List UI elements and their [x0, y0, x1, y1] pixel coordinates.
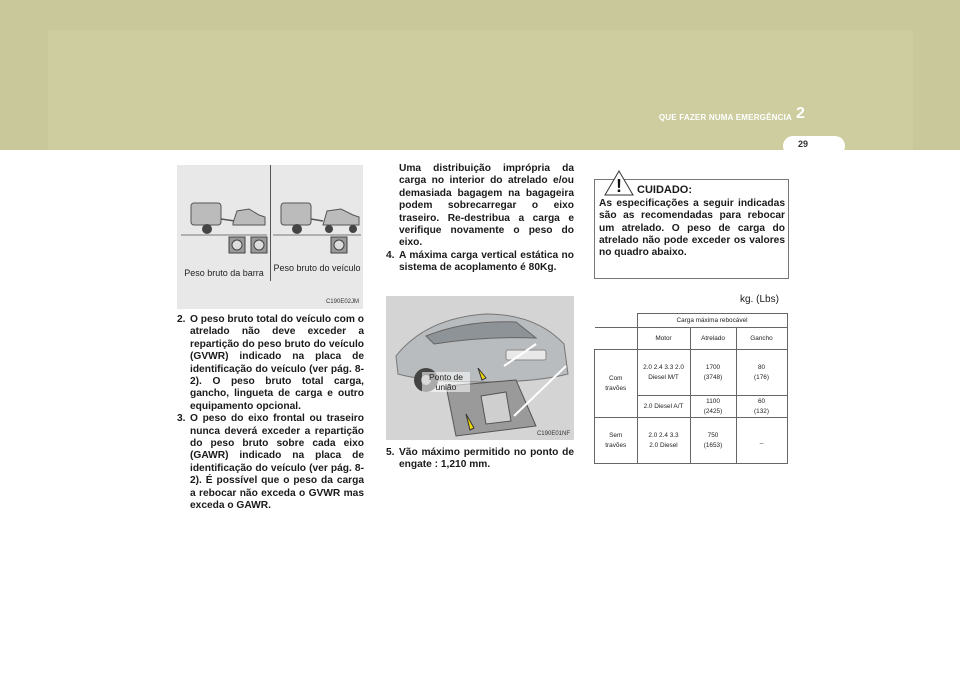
towing-capacity-table — [594, 313, 788, 464]
list-item-2 — [177, 314, 364, 413]
table-header-group: Carga máxima rebocável — [637, 314, 787, 328]
caption-tongue-weight: Peso bruto da barra — [184, 268, 264, 278]
middle-column-bottom — [386, 447, 574, 472]
figure-gross-weight — [177, 165, 363, 309]
cell-atrelado-com-b: 1100 (2425) — [690, 396, 736, 418]
row-label-sem-travoes: Sem travões — [595, 418, 638, 464]
cell-motor-com-b: 2.0 Diesel A/T — [637, 396, 690, 418]
unit-label: kg. (Lbs) — [740, 294, 779, 305]
cell-atrelado-com-a: 1700 (3748) — [690, 350, 736, 396]
cell-motor-sem: 2.0 2.4 3.3 2.0 Diesel — [637, 418, 690, 464]
list-item-5 — [386, 447, 574, 472]
figure-divider — [270, 165, 271, 281]
list-number: 2. — [177, 314, 186, 325]
middle-column-top — [386, 163, 574, 275]
cell-gancho-com-a: 80 (176) — [736, 350, 787, 396]
header-inner — [48, 30, 913, 150]
figure-hitch-point — [386, 296, 574, 440]
page-number: 29 — [797, 139, 808, 149]
chapter-number: 2 — [796, 105, 805, 122]
list-number: 3. — [177, 413, 186, 425]
list-text: O peso do eixo frontal ou traseiro nunca deverá exceder a repartição do peso bruto sobre cada eixo (GAWR) indicado na placa de identificação do veículo (ver pág. 8-2). É possível que o peso da carga a rebocar não exceda o GVWR mas exceda o GAWR. — [190, 413, 364, 512]
row-label-com-travoes: Com travões — [595, 350, 638, 418]
list-item-4 — [386, 250, 574, 275]
svg-text:!: ! — [616, 176, 622, 196]
intro-paragraph: Uma distribuição imprópria da carga no interior do atrelado e/ou demasiada bagagem na bagageira podem sobrecarregar o eixo traseiro. Re-destribua a carga e verifique novamente o peso do eixo. — [399, 163, 574, 249]
warning-triangle-icon — [604, 170, 634, 196]
cell-gancho-com-b: 60 (132) — [736, 396, 787, 418]
caution-body: As especificações a seguir indicadas são as recomendadas para rebocar um atrelado. O peso de carga do atrelado não pode exceder os valores no quadro abaixo. — [599, 198, 785, 259]
hitch-point-label: Ponto de união — [422, 372, 470, 392]
caution-box — [594, 176, 789, 279]
table-corner — [595, 314, 638, 328]
col-header-motor: Motor — [637, 328, 690, 350]
caption-vehicle-weight: Peso bruto do veículo — [273, 263, 361, 273]
left-column — [177, 314, 364, 513]
col-header-atrelado: Atrelado — [690, 328, 736, 350]
cell-motor-com-a: 2.0 2.4 3.3 2.0 Diesel M/T — [637, 350, 690, 396]
figure-code: C190E01NF — [536, 431, 570, 437]
col-header-gancho: Gancho — [736, 328, 787, 350]
figure-code: C190E02JM — [325, 299, 359, 305]
cell-gancho-sem: _ — [736, 418, 787, 464]
list-number: 4. — [386, 249, 395, 261]
list-item-3 — [177, 413, 364, 512]
list-text: A máxima carga vertical estática no sistema de acoplamento é 80Kg. — [399, 249, 574, 274]
caution-title: CUIDADO: — [637, 184, 692, 196]
list-number: 5. — [386, 447, 395, 458]
chapter-title: QUE FAZER NUMA EMERGÊNCIA — [658, 113, 792, 122]
list-text: O peso bruto total do veículo com o atrelado não deve exceder a repartição do peso bruto do veículo (GVWR) indicado na placa de identificação do veículo (ver pág. 8-2). O peso bruto total carga, gancho, lingueta de carga e outro equipamento opcional. — [190, 314, 364, 412]
list-text: Vão máximo permitido no ponto de engate : 1,210 mm. — [399, 447, 574, 471]
table-blank — [595, 328, 638, 350]
header-band — [0, 0, 960, 150]
car-rear-illustration — [386, 296, 574, 440]
cell-atrelado-sem: 750 (1653) — [690, 418, 736, 464]
